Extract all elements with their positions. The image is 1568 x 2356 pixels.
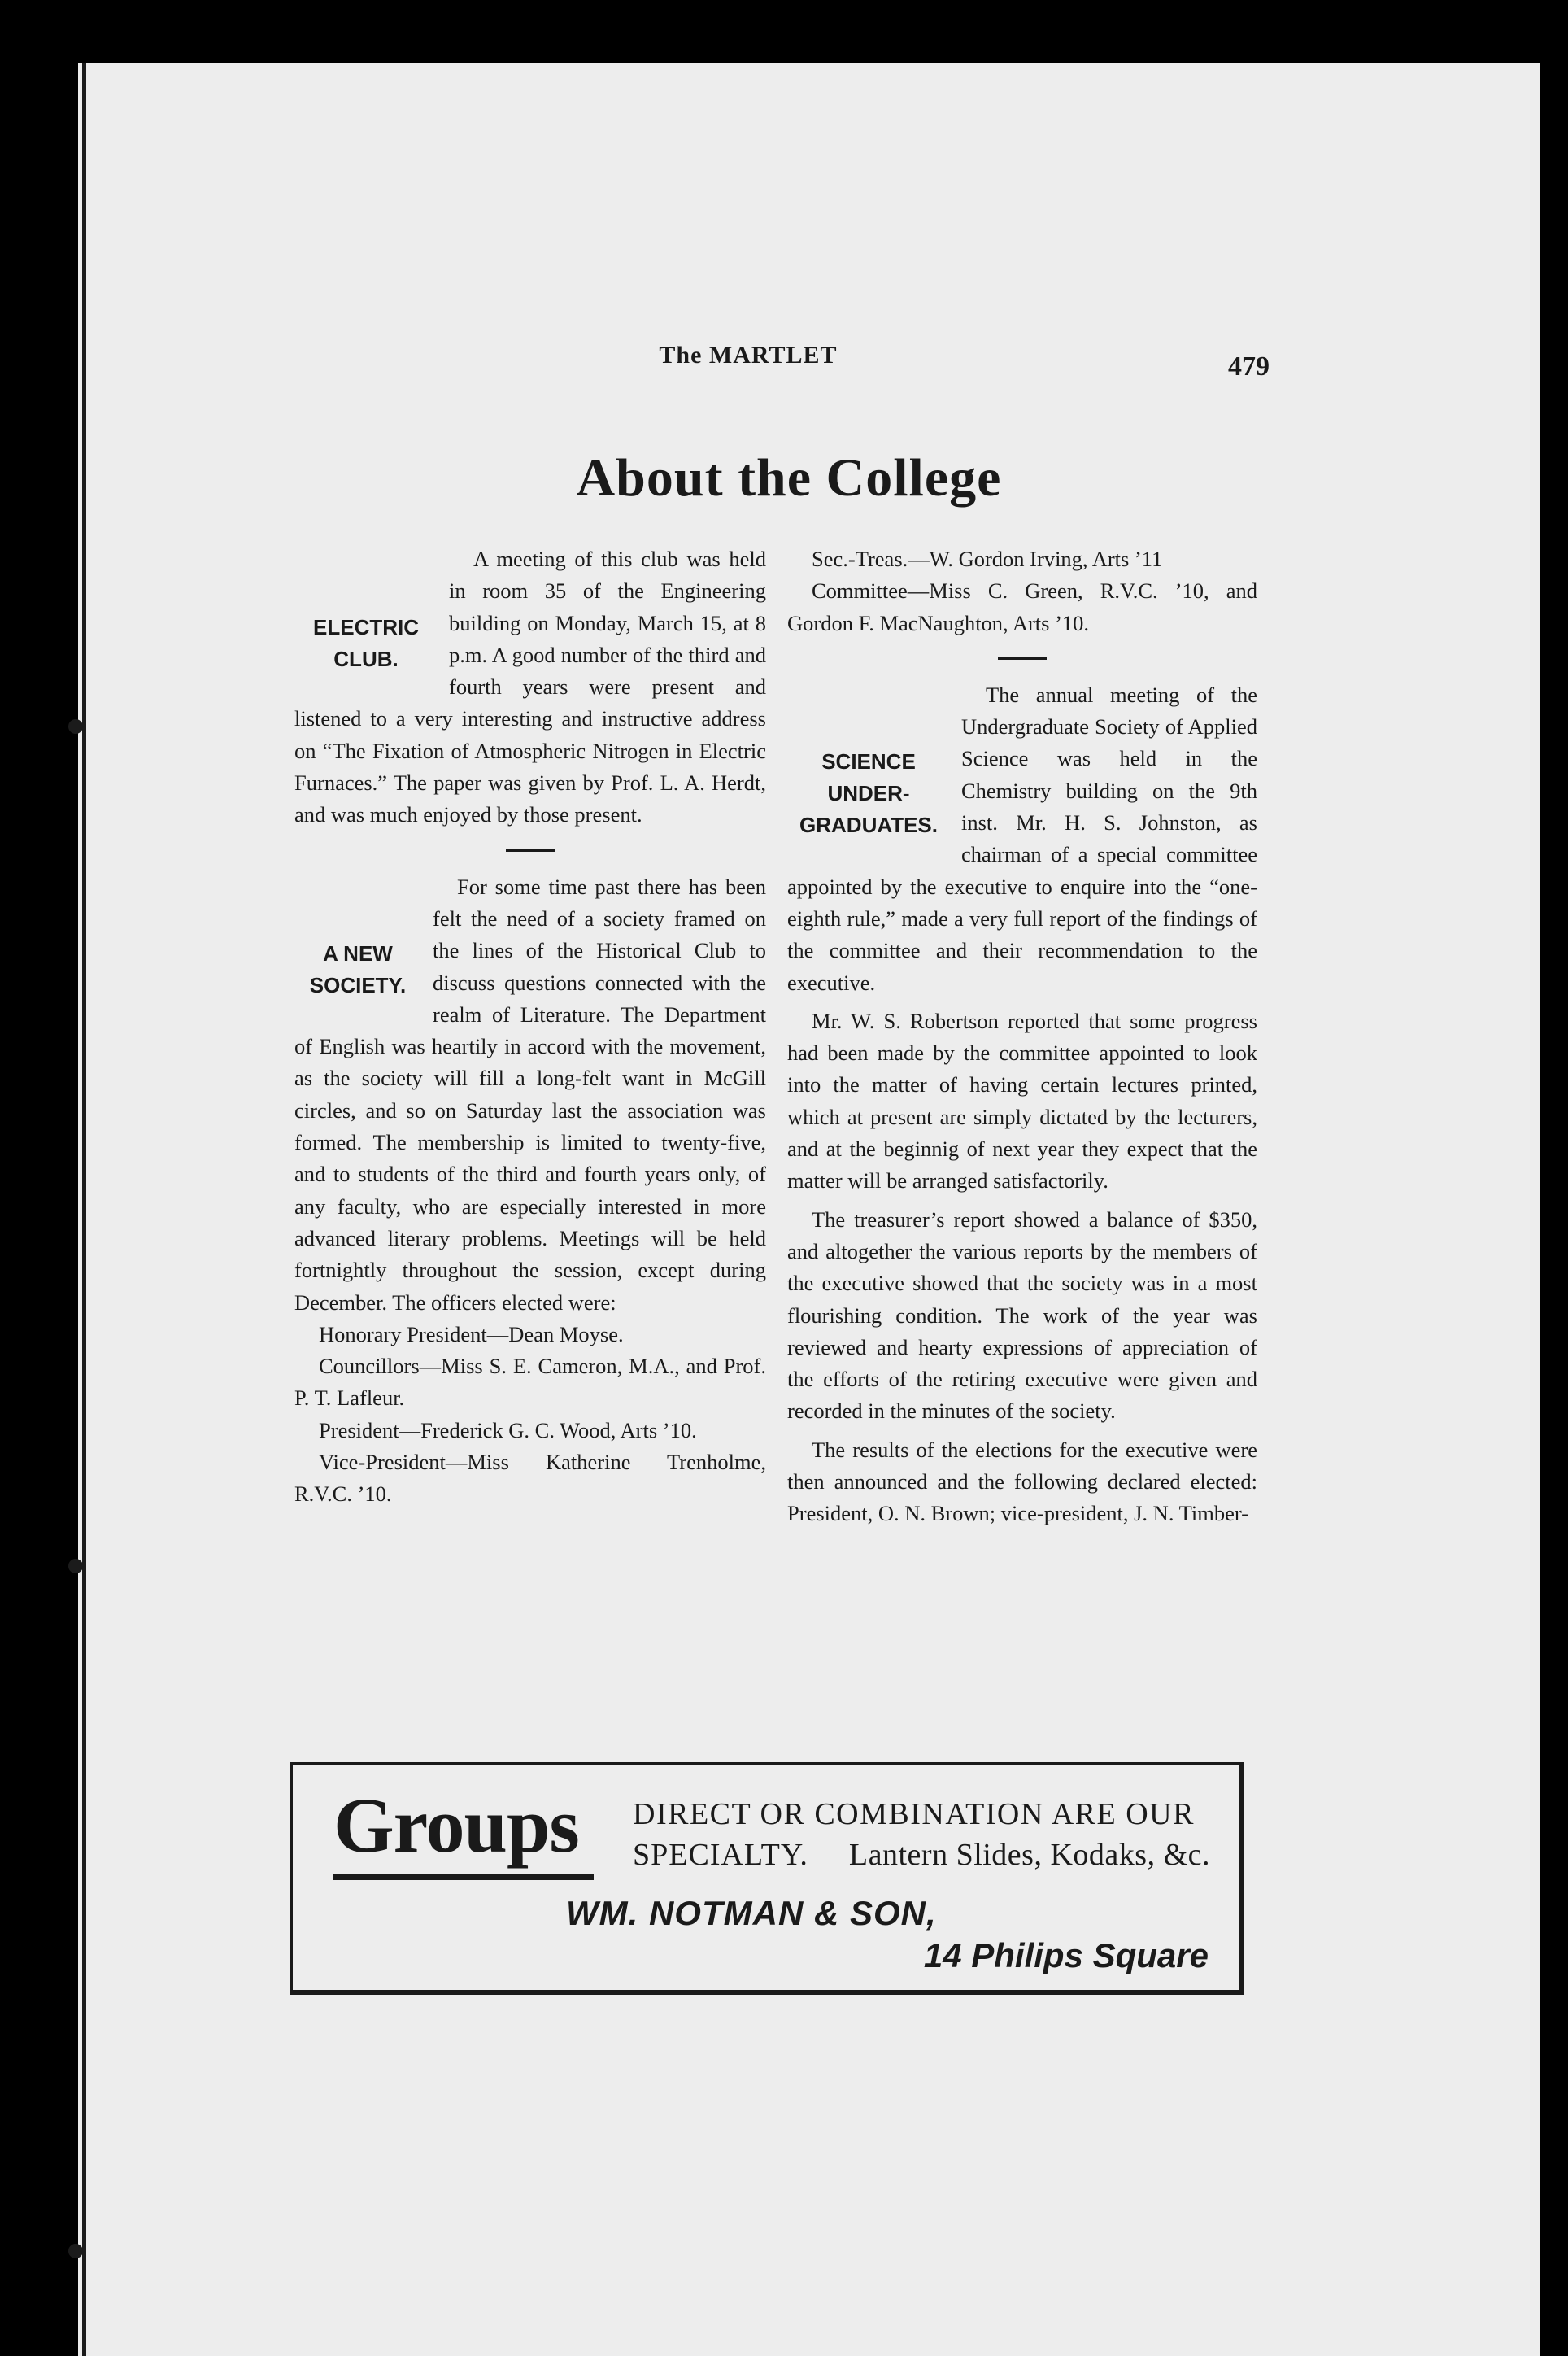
ad-headline-underline (333, 1874, 594, 1880)
article-text: The annual meeting of the Undergraduate Society of Applied Science was held in the Chemistry building on the 9th inst. Mr. H. S. Johnston, as chairman of a special committee appointed by the executive to enquire into the “one-eighth rule,” made a very full report of the findings of the committee and their recommendation to the executive. (787, 682, 1257, 995)
margin-bullet (68, 2244, 83, 2258)
ad-headline: Groups (333, 1782, 579, 1869)
page-title: About the College (576, 448, 1002, 508)
page-spine-rule (82, 63, 86, 2356)
article-text: The treasurer’s report showed a balance of $350, and altogether the various reports by the members of the executive showed that the society was in a most flourishing condition. The work of the year was reviewed and hearty expressions of appreciation of the efforts of the retiring executive were given and recorded in the minutes of the society. (787, 1206, 1257, 1424)
ad-tagline-second (633, 1837, 1210, 1873)
section-divider (998, 657, 1047, 660)
sidehead-new-society: A NEW SOCIETY. (309, 940, 407, 997)
article-text: The results of the elections for the executive were then announced and the following declared elected: President, O. N. Brown; vice-president, J. N. Timber- (787, 1437, 1257, 1526)
officer-line: Committee—Miss C. Green, R.V.C. ’10, and Gordon F. MacNaughton, Arts ’10. (787, 578, 1257, 635)
margin-bullet (68, 719, 83, 734)
sidehead-science-undergraduates: SCIENCE UNDER- GRADUATES. (799, 748, 938, 838)
article-electric-club (294, 543, 766, 831)
officer-line: President—Frederick G. C. Wood, Arts ’10. (319, 1417, 697, 1442)
page-number: 479 (1228, 351, 1270, 382)
margin-bullet (68, 1559, 83, 1573)
article-text: A meeting of this club was held in room 35 of the Engineering building on Monday, March 15, at 8 p.m. A good number of the third and fourth years were present and listened to a very interesting and instructive address on “The Fixation of Atmospheric Nitrogen in Electric Furnaces.” The paper was given by Prof. L. A. Herdt, and was much enjoyed by those present. (294, 547, 766, 827)
officer-line: Vice-President—Miss Katherine Trenholme, R.V.C. ’10. (294, 1450, 766, 1507)
section-divider (506, 849, 555, 852)
article-text: For some time past there has been felt the need of a society framed on the lines of the Historical Club to discuss questions connected with the realm of Literature. The Department of English was heartily in accord with the movement, as the society will fill a long-felt want in McGill circles, and so on Saturday last the association was formed. The membership is limited to twenty-five, and to students of the third and fourth years only, of any faculty, who are especially interested in more advanced literary problems. Meetings will be held fortnightly throughout the session, except during December. The officers elected were: (294, 874, 766, 1315)
right-column (787, 543, 1257, 1530)
officer-line: Honorary President—Dean Moyse. (319, 1321, 624, 1346)
running-head: The MARTLET (659, 342, 838, 369)
ad-firm-name: WM. NOTMAN & SON, (566, 1894, 937, 1932)
left-column (294, 543, 766, 1511)
ad-tagline: DIRECT OR COMBINATION ARE OUR (633, 1797, 1195, 1831)
advertisement-box (290, 1762, 1244, 1995)
officer-line: Sec.-Treas.—W. Gordon Irving, Arts ’11 (812, 547, 1163, 571)
article-text: Mr. W. S. Robertson reported that some progress had been made by the committee appointed to look into the matter of having certain lectures printed, which at present are simply dictated by the lecturers, and at the beginnig of next year they expect that the matter will be arranged satisfactorily. (787, 1008, 1257, 1193)
ad-specialty: SPECIALTY. (633, 1838, 808, 1872)
article-science-undergraduates (787, 679, 1257, 1530)
article-new-society (294, 871, 766, 1511)
officer-line: Councillors—Miss S. E. Cameron, M.A., and Prof. P. T. Lafleur. (294, 1354, 766, 1411)
ad-products: Lantern Slides, Kodaks, &c. (848, 1838, 1210, 1872)
sidehead-electric-club: ELECTRIC CLUB. (313, 615, 419, 672)
ad-address: 14 Philips Square (923, 1936, 1209, 1974)
